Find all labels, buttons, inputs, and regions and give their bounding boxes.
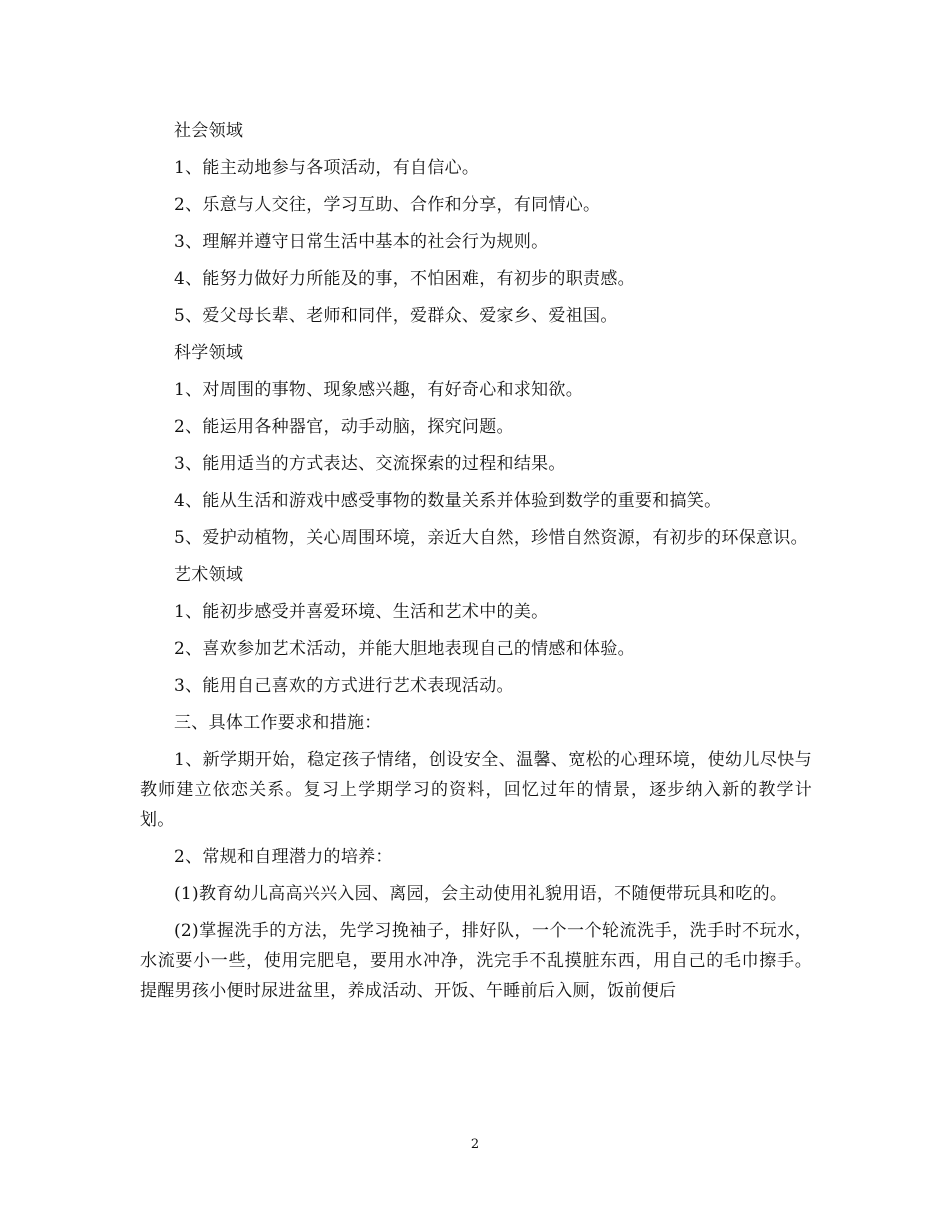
paragraph: 3、理解并遵守日常生活中基本的社会行为规则。 <box>174 232 549 252</box>
paragraph: 1、能主动地参与各项活动，有自信心。 <box>174 158 480 178</box>
paragraph: 4、能努力做好力所能及的事，不怕困难，有初步的职责感。 <box>174 269 635 289</box>
paragraph: 1、能初步感受并喜爱环境、生活和艺术中的美。 <box>174 602 549 622</box>
page-number: 2 <box>470 1137 480 1152</box>
paragraph: 5、爱父母长辈、老师和同伴，爱群众、爱家乡、爱祖国。 <box>174 306 618 326</box>
document-body <box>140 116 812 1013</box>
paragraph: 3、能用适当的方式表达、交流探索的过程和结果。 <box>174 454 566 474</box>
paragraph: 2、能运用各种器官，动手动脑，探究问题。 <box>174 417 514 437</box>
paragraph: (2)掌握洗手的方法，先学习挽袖子，排好队，一个一个轮流洗手，洗手时不玩水，水流要小一些，使用完肥皂，要用水冲净，洗完手不乱摸脏东西，用自己的毛巾擦手。提醒男孩小便时尿进盆里，养成活动、开饭、午睡前后入厕，饭前便后 <box>140 921 812 1001</box>
section-heading-science: 科学领域 <box>174 343 244 363</box>
paragraph: 1、对周围的事物、现象感兴趣，有好奇心和求知欲。 <box>174 380 584 400</box>
section-heading-art: 艺术领域 <box>174 565 244 585</box>
paragraph: 2、喜欢参加艺术活动，并能大胆地表现自己的情感和体验。 <box>174 639 635 659</box>
paragraph: 1、新学期开始，稳定孩子情绪，创设安全、温馨、宽松的心理环境，使幼儿尽快与教师建立依恋关系。复习上学期学习的资料，回忆过年的情景，逐步纳入新的教学计划。 <box>140 750 812 830</box>
paragraph: 4、能从生活和游戏中感受事物的数量关系并体验到数学的重要和搞笑。 <box>174 491 722 511</box>
paragraph: 2、乐意与人交往，学习互助、合作和分享，有同情心。 <box>174 195 601 215</box>
section-heading-social: 社会领域 <box>174 121 244 141</box>
section-heading-measures: 三、具体工作要求和措施： <box>174 713 382 733</box>
paragraph: 5、爱护动植物，关心周围环境，亲近大自然，珍惜自然资源，有初步的环保意识。 <box>174 528 808 548</box>
paragraph: 2、常规和自理潜力的培养： <box>174 847 393 867</box>
paragraph: 3、能用自己喜欢的方式进行艺术表现活动。 <box>174 676 514 696</box>
paragraph: (1)教育幼儿高高兴兴入园、离园，会主动使用礼貌用语，不随便带玩具和吃的。 <box>174 884 788 904</box>
